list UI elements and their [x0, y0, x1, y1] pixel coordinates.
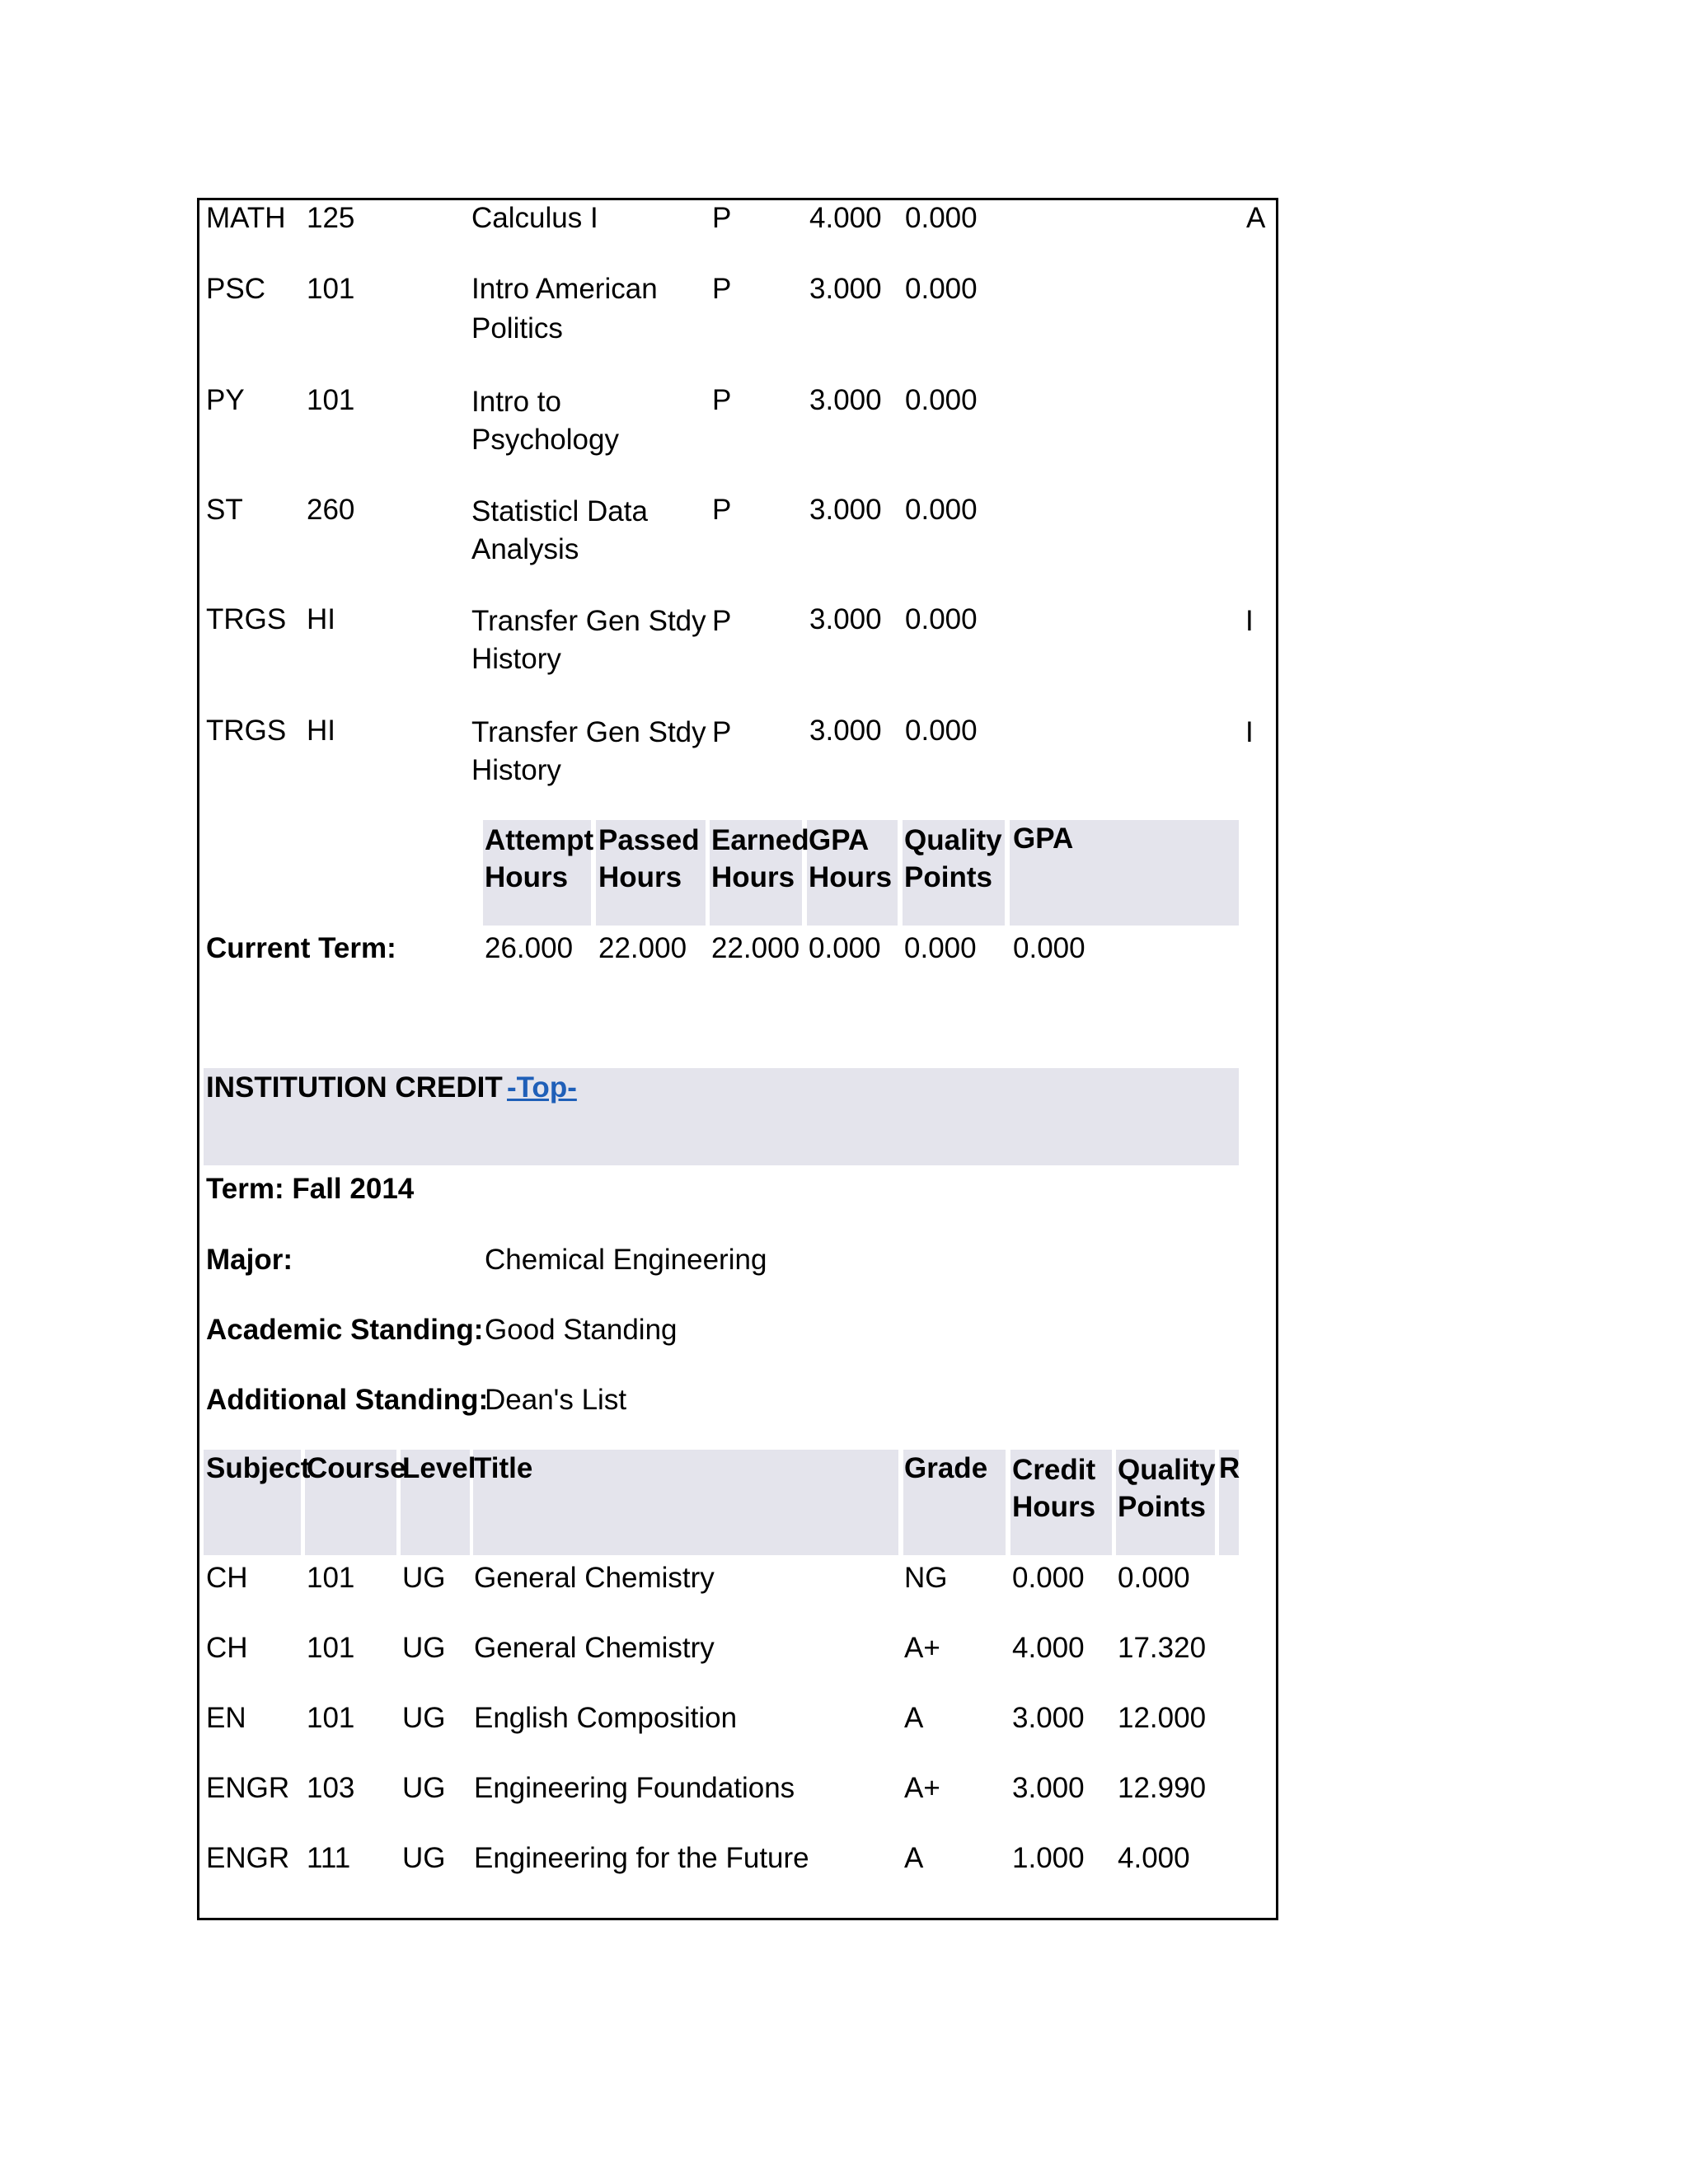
quality-points-header: Quality: [904, 824, 1002, 856]
attempt-hours-value: 26.000: [485, 932, 574, 964]
subject-cell: PY: [206, 384, 245, 416]
earned-hours-header: Earned: [711, 824, 809, 856]
level-cell: UG: [402, 1842, 446, 1874]
gpa-value: 0.000: [1013, 932, 1085, 964]
grade-cell: NG: [904, 1562, 948, 1594]
attempt-hours-header: Attempt: [485, 824, 594, 856]
course-cell: 103: [307, 1772, 355, 1804]
grade-cell: P: [712, 384, 732, 416]
course-cell: 101: [307, 384, 355, 416]
level-cell: UG: [402, 1562, 446, 1594]
credit-hours-cell: 3.000: [809, 273, 882, 305]
title-cell: Statisticl Data: [471, 495, 648, 527]
quality-points-cell: 12.000: [1118, 1702, 1207, 1734]
flag-cell: I: [1245, 605, 1254, 637]
grade-cell: P: [712, 716, 732, 748]
academic-standing-label: Academic Standing:: [206, 1314, 484, 1346]
grade-header: Grade: [904, 1452, 988, 1484]
quality-points-cell: 0.000: [1118, 1562, 1190, 1594]
quality-points-cell: 12.990: [1118, 1772, 1207, 1804]
subject-cell: ENGR: [206, 1772, 290, 1804]
quality-points-cell: 17.320: [1118, 1632, 1207, 1664]
attempt-hours-header-line2: Hours: [485, 861, 569, 893]
r-header: R: [1219, 1452, 1240, 1484]
gpa-hours-header: GPA: [809, 824, 870, 856]
quality-points-cell: 0.000: [905, 202, 978, 234]
course-cell: HI: [307, 603, 335, 635]
additional-standing-value: Dean's List: [485, 1384, 627, 1416]
subject-cell: CH: [206, 1562, 248, 1594]
title-cell: Intro American: [471, 273, 658, 305]
gpa-header: GPA: [1013, 823, 1074, 855]
credit-hours-header-line2: Hours: [1012, 1491, 1096, 1523]
credit-hours-cell: 0.000: [1012, 1562, 1085, 1594]
course-cell: 101: [307, 1632, 355, 1664]
current-term-label: Current Term:: [206, 932, 396, 964]
title-cell: Engineering Foundations: [474, 1772, 795, 1804]
subject-cell: TRGS: [206, 603, 287, 635]
title-cell: Calculus I: [471, 202, 598, 234]
grade-cell: P: [712, 202, 732, 234]
term-label: Term: Fall 2014: [206, 1173, 415, 1205]
subject-cell: EN: [206, 1702, 246, 1734]
title-cell: Transfer Gen Stdy: [471, 605, 706, 637]
course-header: Course: [307, 1452, 406, 1484]
quality-points-cell: 0.000: [905, 273, 978, 305]
grade-cell: A: [904, 1702, 924, 1734]
passed-hours-value: 22.000: [598, 932, 687, 964]
course-cell: 101: [307, 1562, 355, 1594]
title-header: Title: [474, 1452, 533, 1484]
additional-standing-label: Additional Standing:: [206, 1384, 489, 1416]
credit-hours-cell: 3.000: [1012, 1772, 1085, 1804]
credit-hours-cell: 3.000: [1012, 1702, 1085, 1734]
level-cell: UG: [402, 1702, 446, 1734]
quality-points-cell: 0.000: [905, 603, 978, 635]
quality-points-cell: 0.000: [905, 715, 978, 747]
subject-cell: PSC: [206, 273, 265, 305]
quality-points-cell: 0.000: [905, 384, 978, 416]
grade-cell: A: [904, 1842, 924, 1874]
flag-cell: A: [1246, 202, 1266, 234]
quality-points-header: Quality: [1118, 1454, 1216, 1486]
title-cell: General Chemistry: [474, 1562, 715, 1594]
title-cell-line2: Analysis: [471, 533, 579, 565]
quality-points-cell: 4.000: [1118, 1842, 1190, 1874]
major-label: Major:: [206, 1244, 293, 1276]
passed-hours-header-line2: Hours: [598, 861, 682, 893]
title-cell: Transfer Gen Stdy: [471, 716, 706, 748]
table-header-cell: [473, 1450, 898, 1555]
grade-cell: P: [712, 605, 732, 637]
credit-hours-cell: 4.000: [1012, 1632, 1085, 1664]
gpa-hours-value: 0.000: [809, 932, 881, 964]
level-cell: UG: [402, 1772, 446, 1804]
quality-points-cell: 0.000: [905, 494, 978, 526]
credit-hours-header: Credit: [1012, 1454, 1096, 1486]
subject-cell: CH: [206, 1632, 248, 1664]
top-link[interactable]: -Top-: [507, 1071, 577, 1104]
title-cell-line2: Psychology: [471, 424, 619, 456]
title-cell: Intro to: [471, 386, 561, 418]
course-cell: HI: [307, 715, 335, 747]
level-header: Level: [402, 1452, 476, 1484]
credit-hours-cell: 3.000: [809, 494, 882, 526]
passed-hours-header: Passed: [598, 824, 700, 856]
credit-hours-cell: 4.000: [809, 202, 882, 234]
level-cell: UG: [402, 1632, 446, 1664]
flag-cell: I: [1245, 716, 1254, 748]
grade-cell: P: [712, 273, 732, 305]
title-cell-line2: History: [471, 754, 561, 786]
quality-points-header-line2: Points: [904, 861, 992, 893]
title-cell-line2: History: [471, 643, 561, 675]
course-cell: 101: [307, 273, 355, 305]
subject-cell: TRGS: [206, 715, 287, 747]
course-cell: 260: [307, 494, 355, 526]
course-cell: 111: [307, 1842, 351, 1874]
title-cell: English Composition: [474, 1702, 738, 1734]
section-heading: INSTITUTION CREDIT: [206, 1071, 503, 1104]
credit-hours-cell: 3.000: [809, 603, 882, 635]
grade-cell: A+: [904, 1632, 940, 1664]
transcript-frame: [197, 198, 1278, 1920]
quality-points-header-line2: Points: [1118, 1491, 1206, 1523]
course-cell: 101: [307, 1702, 355, 1734]
title-cell-line2: Politics: [471, 312, 563, 344]
gpa-hours-header-line2: Hours: [809, 861, 893, 893]
academic-standing-value: Good Standing: [485, 1314, 678, 1346]
credit-hours-cell: 1.000: [1012, 1842, 1085, 1874]
title-cell: Engineering for the Future: [474, 1842, 809, 1874]
title-cell: General Chemistry: [474, 1632, 715, 1664]
quality-points-value: 0.000: [904, 932, 977, 964]
earned-hours-header-line2: Hours: [711, 861, 795, 893]
credit-hours-cell: 3.000: [809, 715, 882, 747]
grade-cell: A+: [904, 1772, 940, 1804]
credit-hours-cell: 3.000: [809, 384, 882, 416]
earned-hours-value: 22.000: [711, 932, 800, 964]
subject-cell: MATH: [206, 202, 286, 234]
subject-cell: ST: [206, 494, 243, 526]
subject-cell: ENGR: [206, 1842, 290, 1874]
subject-header: Subject: [206, 1452, 311, 1484]
major-value: Chemical Engineering: [485, 1244, 767, 1276]
grade-cell: P: [712, 494, 732, 526]
course-cell: 125: [307, 202, 355, 234]
